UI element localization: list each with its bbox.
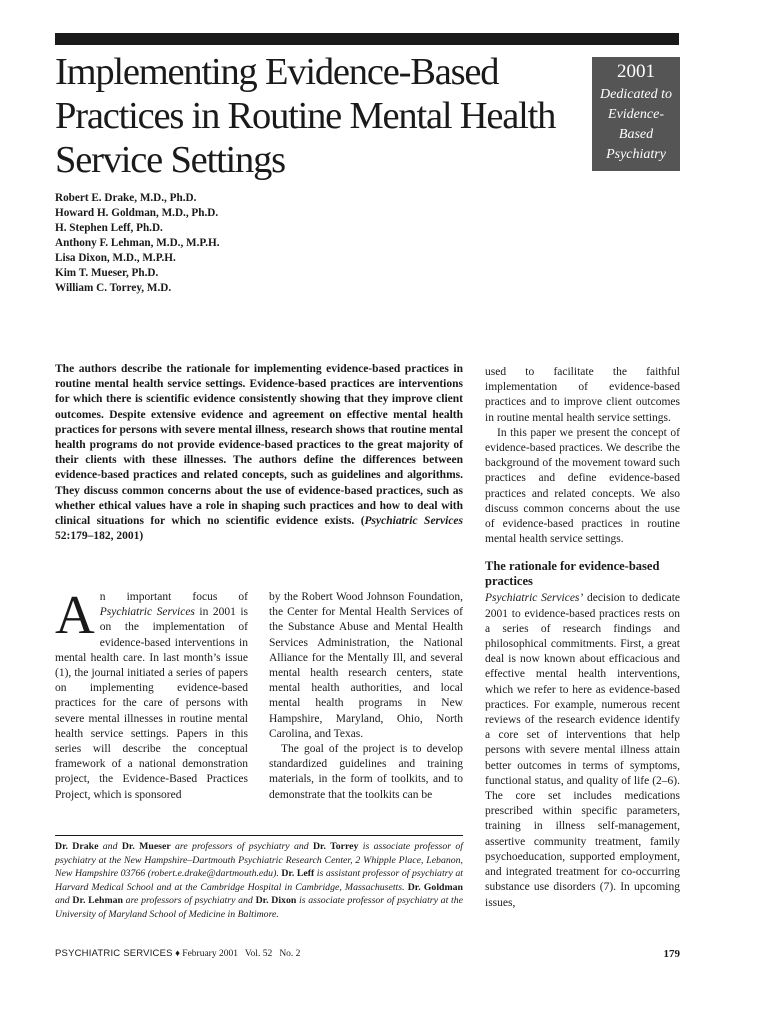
section-heading: The rationale for evidence-based practices — [485, 559, 660, 589]
abstract-citation: 52:179–182, 2001) — [55, 530, 144, 543]
author: Kim T. Mueser, Ph.D. — [55, 267, 159, 279]
intro-text: n important focus of — [99, 591, 248, 603]
journal-name: Psychiatric Services’ — [485, 592, 584, 605]
badge-line: Psychiatry — [606, 147, 666, 162]
paragraph: The goal of the project is to develop standardized guidelines and training materials, in the form of toolkits, and to demonstrate that the toolkits can be — [269, 743, 463, 801]
article-title: Implementing Evidence-Based Practices in Routine Mental Health Service Settings — [55, 51, 556, 181]
author-name: Dr. Goldman — [407, 881, 464, 893]
intro-text-cont: in 2001 is on the implementation of evidence-based interventions in mental health care. In last month’s issue (1), the journal initiated a series of papers on implementing evidence-based practices for the care of persons with severe mental illnesses in routine mental health service settings. Papers in this series will describe the conceptual framework of a national demonstration project, the Evidence-Based Practices Project, which is sponsored — [55, 606, 249, 801]
footnote-text: is assistant professor of psychiatry at Harvard Medical School and at the Cambridge Hospital in Cambridge, Massachusetts. — [55, 868, 463, 893]
footer-separator: ♦ — [175, 949, 180, 959]
author: H. Stephen Leff, Ph.D. — [55, 222, 163, 234]
abstract-citation-journal: Psychiatric Services — [364, 515, 464, 528]
journal-name: Psychiatric Services — [99, 606, 195, 619]
footnote-text: and — [98, 841, 122, 852]
footnote-text: are professors of psychiatry and — [122, 895, 256, 907]
author: Anthony F. Lehman, M.D., M.P.H. — [55, 237, 220, 249]
author-name: Dr. Lehman — [72, 895, 123, 907]
footer-journal: PSYCHIATRIC SERVICES — [55, 948, 173, 959]
body-column-right — [485, 365, 680, 911]
paragraph: In this paper we present the concept of evidence-based practices. We describe the background of the movement toward such practices and define evidence-based practices and related concepts. We also discuss common concerns about the use of evidence-based practices in routine mental health service settings. — [485, 426, 680, 546]
author-name: Dr. Dixon — [255, 895, 297, 907]
author-list — [55, 191, 455, 296]
author: Lisa Dixon, M.D., M.P.H. — [55, 252, 176, 264]
author: William C. Torrey, M.D. — [55, 282, 172, 294]
footnote-rule — [55, 835, 463, 836]
footer-issue: February 2001 Vol. 52 No. 2 — [182, 949, 301, 959]
page-footer — [55, 948, 680, 960]
badge-line: Dedicated to — [600, 87, 672, 102]
badge-text — [592, 85, 680, 165]
author-name: Dr. Drake — [55, 841, 99, 852]
badge-year: 2001 — [617, 61, 655, 82]
author-name: Dr. Mueser — [121, 841, 171, 852]
paragraph: used to facilitate the faithful implementation of evidence-based practices and to improve client outcomes in routine mental health service settings. — [485, 366, 680, 424]
paragraph-text: decision to dedicate 2001 to evidence-based practices rests on a series of research findings and philosophical commitments. First, a great deal is now known about efficacious and effective mental health interventions, which we refer to here as evidence-based practices. For example, numerous recent reviews of the research evidence identify a core set of interventions that help persons with severe mental illness attain better outcomes in terms of symptoms, functional status, and quality of life (2–6). The core set includes medications prescribed within specific parameters, training in illness self-management, assertive community treatment, family psychoeducation, supported employment, and integrated treatment for co-occurring substance use disorders (7). In upcoming issues, — [485, 592, 681, 909]
drop-cap: A — [55, 584, 95, 645]
dedication-badge — [592, 57, 680, 171]
badge-line: Evidence- — [608, 107, 664, 122]
abstract — [55, 362, 463, 544]
paragraph: by the Robert Wood Johnson Foundation, the Center for Mental Health Services of the Substance Abuse and Mental Health Services Administration, the National Alliance for the Mentally Ill, and several mental health research centers, state mental health authorities, and local mental health programs in New Hampshire, Maryland, Ohio, North Carolina, and Texas. — [269, 591, 463, 740]
page-number: 179 — [663, 948, 680, 960]
abstract-text: The authors describe the rationale for implementing evidence-based practices in routine mental health service settings. Evidence-based practices are interventions for which there is scientific evidence consistently showing that they improve client outcomes. Despite extensive evidence and agreement on effective mental health practices for persons with severe mental illness, research shows that routine mental health programs do not provide evidence-based practices to the great majority of their clients with these illnesses. The authors define the differences between evidence-based practices and related concepts, such as guidelines and algorithms. They discuss common concerns about the use of evidence-based practices, such as whether ethical values have a role in shaping such practices and how to deal with clinical situations for which no scientific evidence exists. ( — [55, 363, 463, 528]
author: Howard H. Goldman, M.D., Ph.D. — [55, 207, 219, 219]
body-column-left — [55, 584, 249, 803]
footnote-text: and — [55, 895, 73, 907]
author-name: Dr. Torrey — [312, 841, 359, 852]
footnote-text: is associate professor of psychiatry at the University of Maryland School of Medicine in Baltimore. — [55, 895, 463, 920]
paragraph — [485, 591, 680, 910]
body-column-middle — [269, 590, 463, 803]
footnote-text: are professors of psychiatry and — [170, 841, 313, 852]
footnote-text: is associate professor of psychiatry at the New Hampshire–Dartmouth Psychiatric Research Center, 2 Whipple Place, Lebanon, New Hampshire 03766 (robert.e.drake@dartmouth.edu). — [55, 841, 464, 880]
top-rule — [55, 33, 679, 45]
author-affiliations-footnote — [55, 840, 463, 922]
author-name: Dr. Leff — [281, 868, 315, 880]
badge-line: Based — [618, 127, 654, 142]
intro-paragraph — [55, 584, 249, 803]
author: Robert E. Drake, M.D., Ph.D. — [55, 192, 197, 204]
